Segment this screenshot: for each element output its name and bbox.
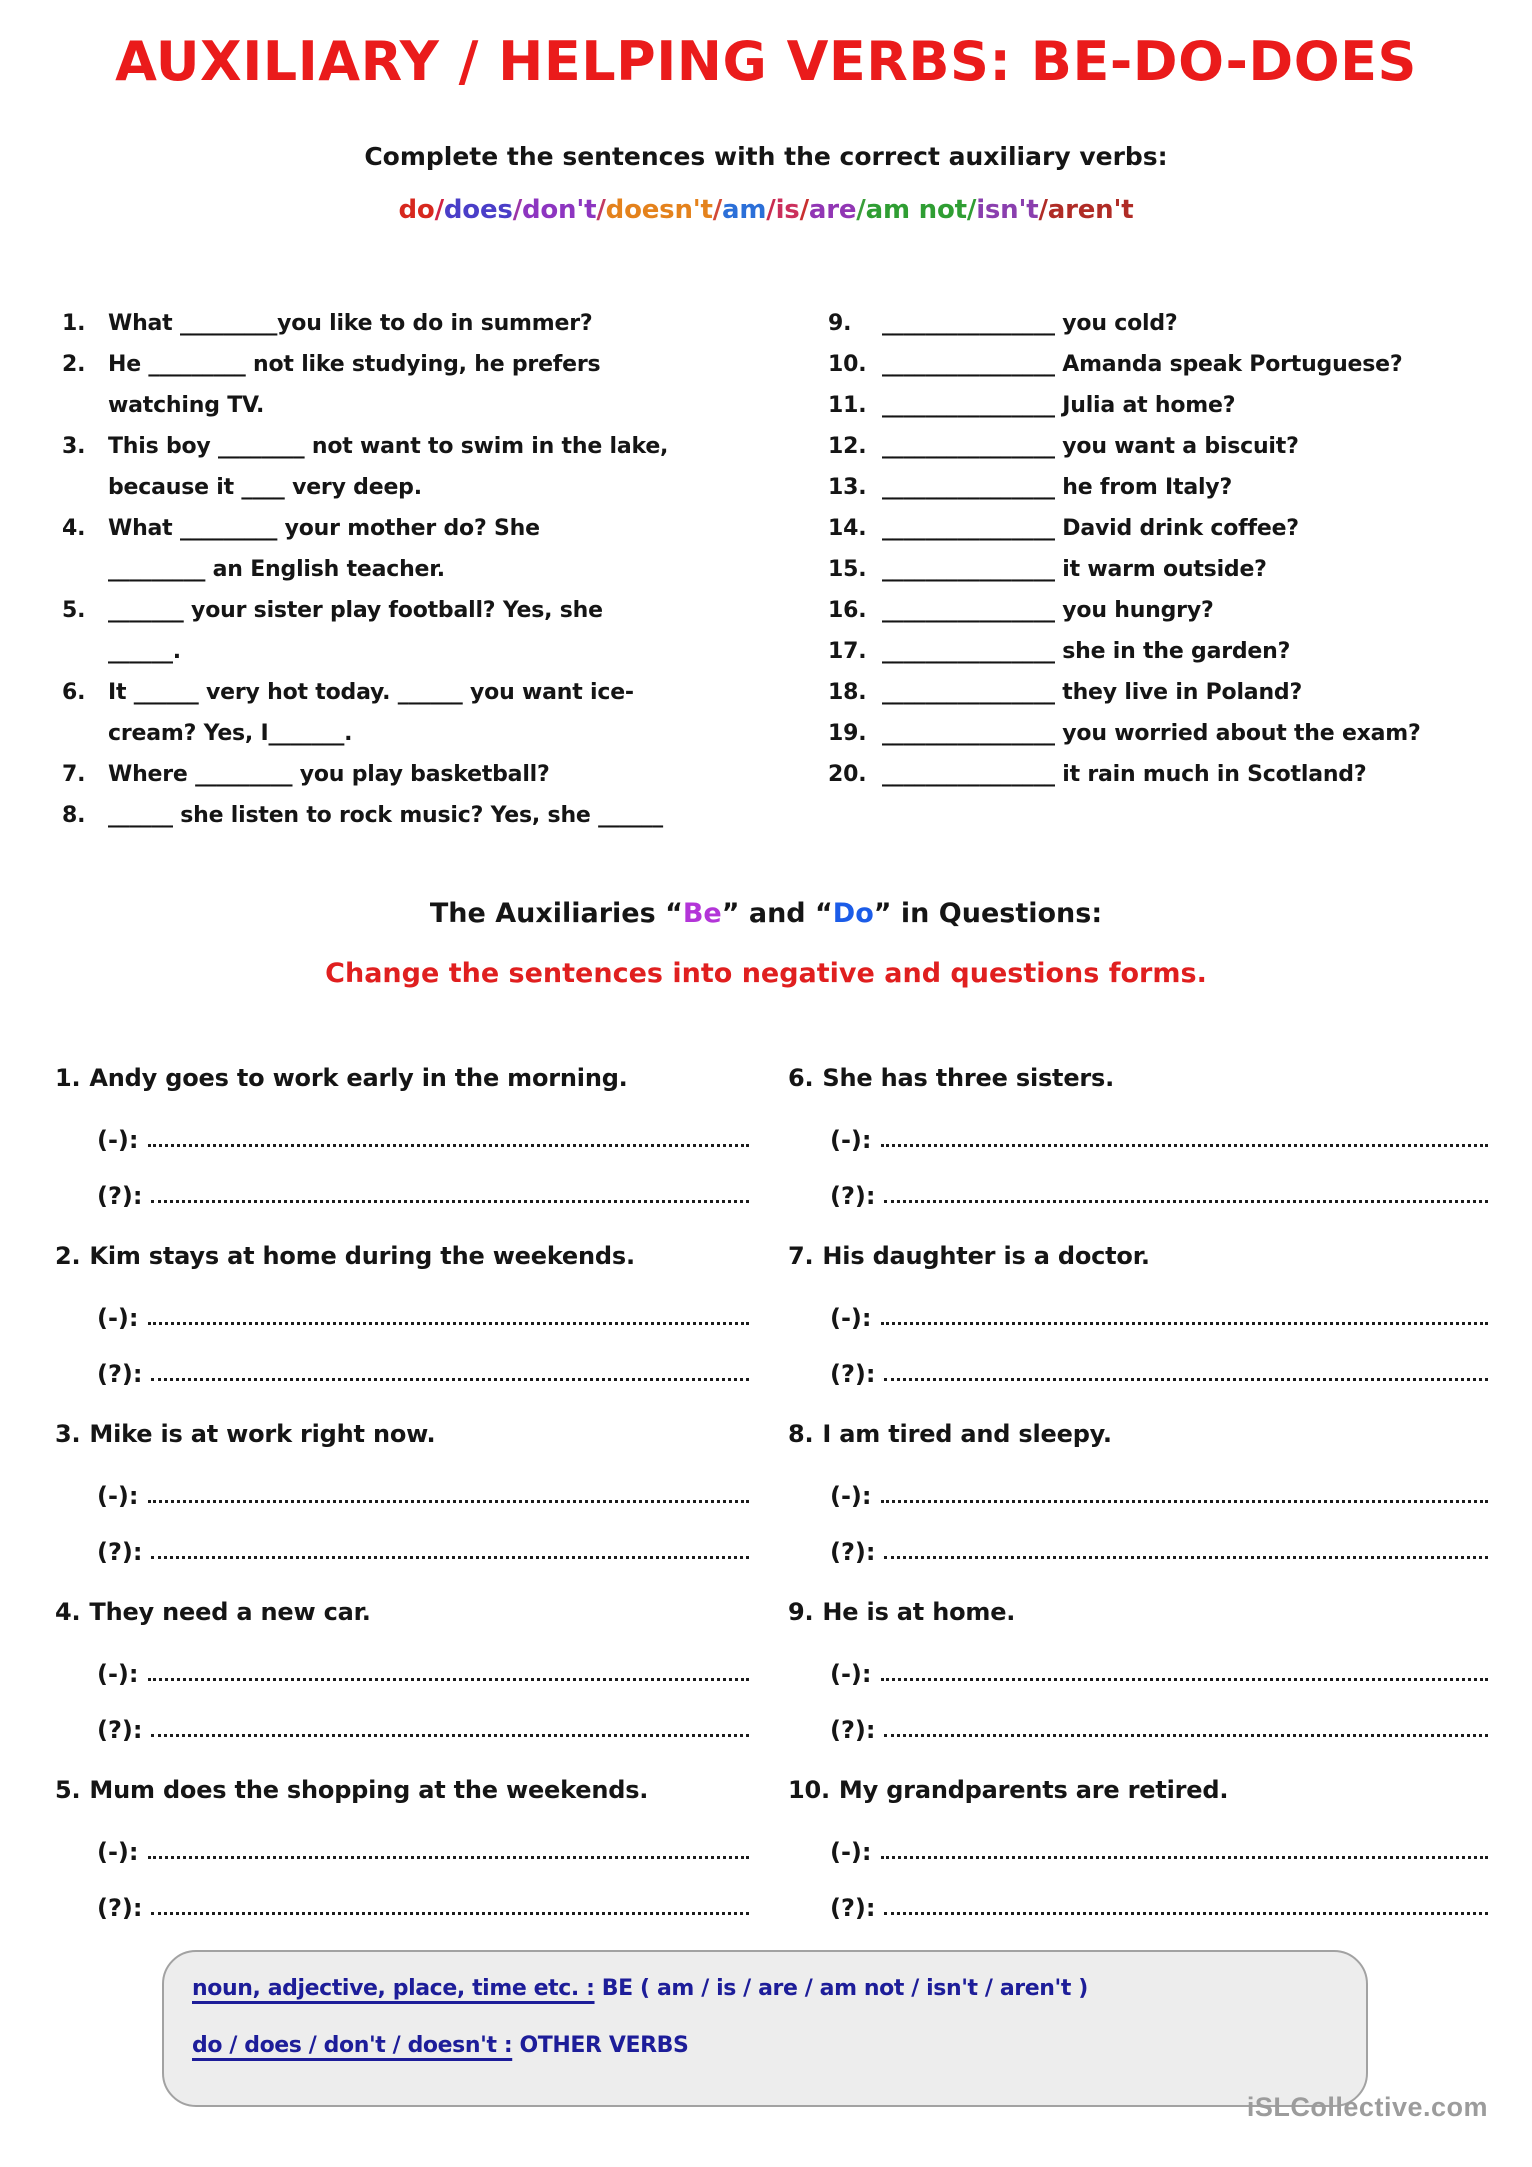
section2-title-part-be: Be (682, 898, 722, 929)
answer-label: (?): (830, 1182, 876, 1210)
item-text: He is at home. (822, 1598, 1016, 1626)
item-number: 8. (62, 803, 86, 828)
exercise1-item (828, 508, 1508, 549)
item-text: watching TV. (108, 393, 265, 418)
exercise1-item (828, 344, 1508, 385)
verb-option: don't (521, 195, 597, 225)
item-text: ________________ Julia at home? (882, 393, 1236, 418)
item-text: ________________ you want a biscuit? (882, 434, 1299, 459)
answer-label: (?): (830, 1538, 876, 1566)
rule-be-verbs: BE ( am / is / are / am not / isn't / aren't ) (594, 1976, 1088, 2001)
rule-line-be (192, 1976, 1338, 2001)
exercise2-item (788, 1236, 1494, 1388)
item-text: ________________ it rain much in Scotland? (882, 762, 1367, 787)
dotted-answer-line (148, 1678, 750, 1681)
dotted-answer-line (151, 1912, 749, 1915)
exercise1-item (62, 713, 802, 754)
dotted-answer-line (148, 1856, 750, 1859)
answer-label: (-): (97, 1482, 139, 1510)
item-text: ________________ you cold? (882, 311, 1178, 336)
item-text: He _________ not like studying, he prefers (108, 352, 601, 377)
exercise2-item (55, 1592, 755, 1744)
verb-option: are (808, 195, 857, 225)
exercise1-item (62, 795, 802, 836)
question-answer-line (97, 1708, 755, 1744)
item-text: because it ____ very deep. (108, 475, 422, 500)
item-number: 11. (828, 393, 867, 418)
rule-do-verbs: OTHER VERBS (512, 2033, 689, 2058)
exercise1-item (828, 754, 1508, 795)
dotted-answer-line (148, 1144, 750, 1147)
item-number: 15. (828, 557, 867, 582)
verb-option: does (443, 195, 513, 225)
exercise1-item (828, 549, 1508, 590)
item-number: 1. (62, 311, 86, 336)
item-text: ________________ it warm outside? (882, 557, 1267, 582)
grammar-rule-box (162, 1950, 1368, 2107)
answer-label: (-): (830, 1838, 872, 1866)
exercise1-item (62, 467, 802, 508)
item-text: ________________ they live in Poland? (882, 680, 1303, 705)
negative-answer-line (830, 1118, 1494, 1154)
item-number: 2. (62, 352, 86, 377)
exercise1-item (828, 590, 1508, 631)
exercise2-item (55, 1058, 755, 1210)
dotted-answer-line (881, 1500, 1489, 1503)
exercise2-item (788, 1770, 1494, 1922)
rule-do-condition: do / does / don't / doesn't : (192, 2033, 513, 2058)
item-number: 2. (55, 1242, 81, 1270)
item-number: 6. (788, 1064, 814, 1092)
exercise1-item (62, 344, 802, 385)
verb-option-slash: / (712, 195, 723, 225)
item-number: 18. (828, 680, 867, 705)
item-number (62, 549, 108, 590)
dotted-answer-line (884, 1912, 1488, 1915)
item-text: ______ she listen to rock music? Yes, she ______ (108, 803, 663, 828)
item-text: They need a new car. (89, 1598, 371, 1626)
item-text: Kim stays at home during the weekends. (89, 1242, 635, 1270)
item-text: ________________ Amanda speak Portuguese? (882, 352, 1403, 377)
exercise2-item (55, 1414, 755, 1566)
question-answer-line (97, 1886, 755, 1922)
exercise2-item (55, 1236, 755, 1388)
question-answer-line (830, 1352, 1494, 1388)
answer-label: (-): (97, 1126, 139, 1154)
item-text: My grandparents are retired. (838, 1776, 1229, 1804)
exercise1-right-column (828, 303, 1508, 795)
rule-be-condition: noun, adjective, place, time etc. : (192, 1976, 595, 2001)
exercise1-item (62, 508, 802, 549)
negative-answer-line (97, 1118, 755, 1154)
item-number: 7. (788, 1242, 814, 1270)
exercise1-item (62, 549, 802, 590)
answer-label: (?): (830, 1894, 876, 1922)
item-number: 17. (828, 639, 867, 664)
exercise2-right-column (788, 1058, 1494, 1948)
sentence-text (55, 1414, 755, 1454)
exercise1-item (62, 590, 802, 631)
item-text: ______. (108, 639, 181, 664)
item-number: 1. (55, 1064, 81, 1092)
answer-label: (-): (830, 1126, 872, 1154)
item-text: His daughter is a doctor. (822, 1242, 1150, 1270)
question-answer-line (830, 1174, 1494, 1210)
section2-title-part: The Auxiliaries “ (429, 898, 683, 929)
item-number: 9. (788, 1598, 814, 1626)
verb-option-slash: / (596, 195, 606, 225)
item-number: 10. (788, 1776, 830, 1804)
item-text: cream? Yes, I_______. (108, 721, 353, 746)
negative-answer-line (830, 1296, 1494, 1332)
item-number: 8. (788, 1420, 814, 1448)
dotted-answer-line (884, 1734, 1488, 1737)
item-number: 4. (55, 1598, 81, 1626)
dotted-answer-line (148, 1500, 750, 1503)
item-number: 16. (828, 598, 867, 623)
verb-option: isn't (976, 195, 1039, 225)
item-text: I am tired and sleepy. (822, 1420, 1112, 1448)
verb-option: am (722, 195, 767, 225)
answer-label: (?): (97, 1182, 143, 1210)
item-text: What _________you like to do in summer? (108, 311, 593, 336)
negative-answer-line (97, 1830, 755, 1866)
item-number (62, 385, 108, 426)
negative-answer-line (830, 1652, 1494, 1688)
section2-instruction: Change the sentences into negative and questions forms. (325, 958, 1207, 989)
item-number: 14. (828, 516, 867, 541)
item-number: 12. (828, 434, 867, 459)
dotted-answer-line (881, 1678, 1489, 1681)
exercise1-item (828, 467, 1508, 508)
verb-option-slash: / (766, 195, 776, 225)
item-text: She has three sisters. (822, 1064, 1115, 1092)
negative-answer-line (97, 1296, 755, 1332)
item-number: 10. (828, 352, 867, 377)
answer-label: (?): (97, 1716, 143, 1744)
item-text: It ______ very hot today. ______ you want ice- (108, 680, 634, 705)
dotted-answer-line (151, 1734, 749, 1737)
exercise1-item (828, 426, 1508, 467)
item-text: ________________ you hungry? (882, 598, 1214, 623)
item-text: ________________ you worried about the exam? (882, 721, 1421, 746)
answer-label: (-): (830, 1304, 872, 1332)
dotted-answer-line (884, 1556, 1488, 1559)
answer-label: (?): (97, 1360, 143, 1388)
sentence-text (788, 1770, 1494, 1810)
answer-label: (-): (830, 1660, 872, 1688)
question-answer-line (97, 1352, 755, 1388)
item-text: Where _________ you play basketball? (108, 762, 550, 787)
section2-title-part-do: Do (832, 898, 874, 929)
question-answer-line (830, 1886, 1494, 1922)
exercise1-instruction: Complete the sentences with the correct auxiliary verbs: (364, 142, 1168, 171)
dotted-answer-line (151, 1200, 749, 1203)
answer-label: (?): (830, 1716, 876, 1744)
item-number: 13. (828, 475, 867, 500)
negative-answer-line (830, 1830, 1494, 1866)
exercise2-item (788, 1414, 1494, 1566)
answer-label: (-): (97, 1660, 139, 1688)
item-number: 7. (62, 762, 86, 787)
item-number: 19. (828, 721, 867, 746)
rule-line-do (192, 2033, 1338, 2058)
exercise1-item (62, 631, 802, 672)
sentence-text (55, 1058, 755, 1098)
exercise2-item (55, 1770, 755, 1922)
exercise1-left-column (62, 303, 802, 836)
exercise1-item (62, 426, 802, 467)
verb-option-slash: / (966, 195, 977, 225)
verb-option-slash: / (434, 195, 444, 225)
item-number (62, 713, 108, 754)
answer-label: (-): (830, 1482, 872, 1510)
item-number: 4. (62, 516, 86, 541)
sentence-text (788, 1236, 1494, 1276)
answer-label: (?): (97, 1538, 143, 1566)
sentence-text (788, 1058, 1494, 1098)
item-text: ________________ she in the garden? (882, 639, 1291, 664)
section2-title-part: ” in Questions: (873, 898, 1103, 929)
exercise1-item (62, 754, 802, 795)
exercise1-item (62, 672, 802, 713)
sentence-text (55, 1236, 755, 1276)
worksheet-title: AUXILIARY / HELPING VERBS: BE-DO-DOES (115, 30, 1417, 93)
item-number: 3. (62, 434, 86, 459)
verb-option: am not (865, 195, 967, 225)
item-text: _________ an English teacher. (108, 557, 445, 582)
verb-option: doesn't (605, 195, 713, 225)
verb-option-slash: / (512, 195, 522, 225)
verb-option-slash: / (856, 195, 866, 225)
exercise2-item (788, 1058, 1494, 1210)
exercise1-item (828, 713, 1508, 754)
dotted-answer-line (881, 1856, 1489, 1859)
sentence-text (55, 1592, 755, 1632)
sentence-text (55, 1770, 755, 1810)
answer-label: (?): (97, 1894, 143, 1922)
item-number: 6. (62, 680, 86, 705)
exercise1-item (828, 672, 1508, 713)
item-number (62, 467, 108, 508)
verb-option-slash: / (1038, 195, 1048, 225)
dotted-answer-line (148, 1322, 750, 1325)
item-number: 20. (828, 762, 867, 787)
item-text: Mike is at work right now. (89, 1420, 436, 1448)
sentence-text (788, 1592, 1494, 1632)
item-number (62, 631, 108, 672)
dotted-answer-line (881, 1144, 1489, 1147)
dotted-answer-line (884, 1200, 1488, 1203)
question-answer-line (97, 1174, 755, 1210)
dotted-answer-line (884, 1378, 1488, 1381)
verb-option-slash: / (799, 195, 809, 225)
question-answer-line (830, 1530, 1494, 1566)
item-text: What _________ your mother do? She (108, 516, 540, 541)
question-answer-line (830, 1708, 1494, 1744)
item-number: 3. (55, 1420, 81, 1448)
exercise1-item (828, 385, 1508, 426)
verb-option: is (775, 195, 800, 225)
exercise1-item (62, 385, 802, 426)
item-text: ________________ David drink coffee? (882, 516, 1299, 541)
exercise1-item (828, 303, 1508, 344)
item-text: Mum does the shopping at the weekends. (89, 1776, 649, 1804)
item-number: 5. (55, 1776, 81, 1804)
exercise1-item (62, 303, 802, 344)
verb-option: aren't (1047, 195, 1134, 225)
negative-answer-line (830, 1474, 1494, 1510)
exercise2-item (788, 1592, 1494, 1744)
section2-title (0, 898, 1532, 929)
item-number: 9. (828, 311, 852, 336)
answer-label: (?): (830, 1360, 876, 1388)
item-number: 5. (62, 598, 86, 623)
islcollective-watermark: iSLCollective.com (1246, 2092, 1488, 2122)
exercise1-item (828, 631, 1508, 672)
item-text: This boy ________ not want to swim in the lake, (108, 434, 669, 459)
answer-label: (-): (97, 1304, 139, 1332)
verb-options-line (0, 195, 1532, 225)
question-answer-line (97, 1530, 755, 1566)
answer-label: (-): (97, 1838, 139, 1866)
item-text: ________________ he from Italy? (882, 475, 1233, 500)
negative-answer-line (97, 1474, 755, 1510)
negative-answer-line (97, 1652, 755, 1688)
dotted-answer-line (151, 1378, 749, 1381)
dotted-answer-line (151, 1556, 749, 1559)
item-text: Andy goes to work early in the morning. (89, 1064, 628, 1092)
section2-title-part: ” and “ (721, 898, 833, 929)
sentence-text (788, 1414, 1494, 1454)
verb-option: do (398, 195, 435, 225)
dotted-answer-line (881, 1322, 1489, 1325)
exercise2-left-column (55, 1058, 755, 1948)
item-text: _______ your sister play football? Yes, she (108, 598, 603, 623)
